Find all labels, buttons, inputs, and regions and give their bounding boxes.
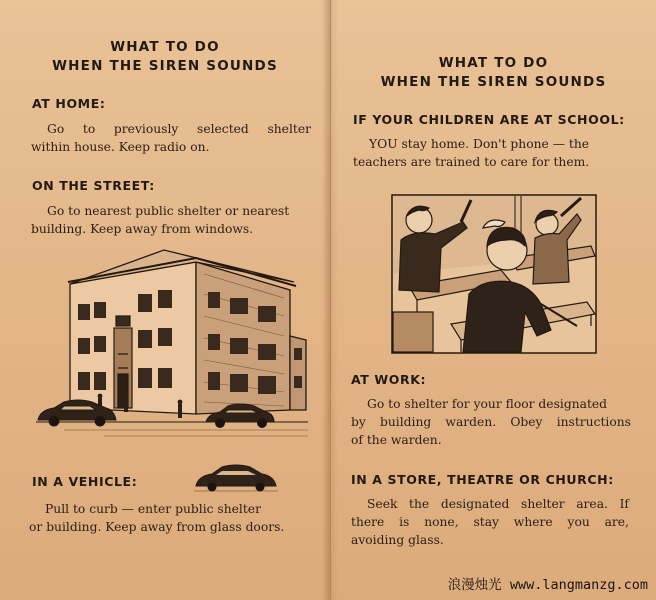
section-text-on-the-street — [31, 202, 311, 238]
text-line: building. Keep away from windows. — [31, 222, 254, 236]
section-title-in-a-vehicle: IN A VEHICLE: — [32, 474, 138, 489]
site-watermark: 浪漫烛光 www.langmanzg.com — [447, 577, 648, 593]
right-heading-line1: WHAT TO DO — [438, 55, 549, 71]
left-page-heading — [0, 38, 330, 76]
section-text-children-at-school — [353, 135, 637, 171]
text-line: Seek the designated shelter area. If — [367, 497, 629, 511]
text-line: Go to shelter for your floor designated — [367, 397, 608, 411]
text-line: avoiding glass. — [351, 533, 444, 547]
page-fold — [322, 0, 338, 600]
text-line: teachers are trained to care for them. — [353, 155, 590, 169]
section-title-on-the-street: ON THE STREET: — [32, 178, 155, 193]
section-title-children-at-school: IF YOUR CHILDREN ARE AT SCHOOL: — [353, 112, 625, 127]
section-title-at-home: AT HOME: — [32, 96, 106, 111]
car-illustration — [194, 462, 278, 492]
right-heading-line2: WHEN THE SIREN SOUNDS — [380, 74, 607, 90]
text-line: within house. Keep radio on. — [31, 140, 210, 154]
text-line: Go to previously selected shelter — [47, 122, 311, 136]
text-line: or building. Keep away from glass doors. — [29, 520, 285, 534]
right-page — [331, 0, 656, 600]
building-illustration — [34, 244, 310, 444]
left-heading-line1: WHAT TO DO — [110, 39, 220, 55]
text-line: of the warden. — [351, 433, 442, 447]
left-heading-line2: WHEN THE SIREN SOUNDS — [52, 58, 278, 74]
text-line: Pull to curb — enter public shelter — [45, 502, 261, 516]
text-line: by building warden. Obey instructions — [351, 415, 631, 429]
section-title-store-theatre-church: IN A STORE, THEATRE OR CHURCH: — [351, 472, 614, 487]
section-text-at-work — [351, 395, 631, 449]
text-line: there is none, stay where you are, — [351, 515, 629, 529]
text-line: Go to nearest public shelter or nearest — [47, 204, 290, 218]
classroom-illustration — [391, 194, 597, 354]
section-text-store-theatre-church — [351, 495, 629, 549]
text-line: YOU stay home. Don't phone — the — [369, 137, 590, 151]
section-title-at-work: AT WORK: — [351, 372, 427, 387]
section-text-at-home — [31, 120, 311, 156]
section-text-in-a-vehicle — [29, 500, 311, 536]
right-page-heading — [331, 54, 656, 92]
